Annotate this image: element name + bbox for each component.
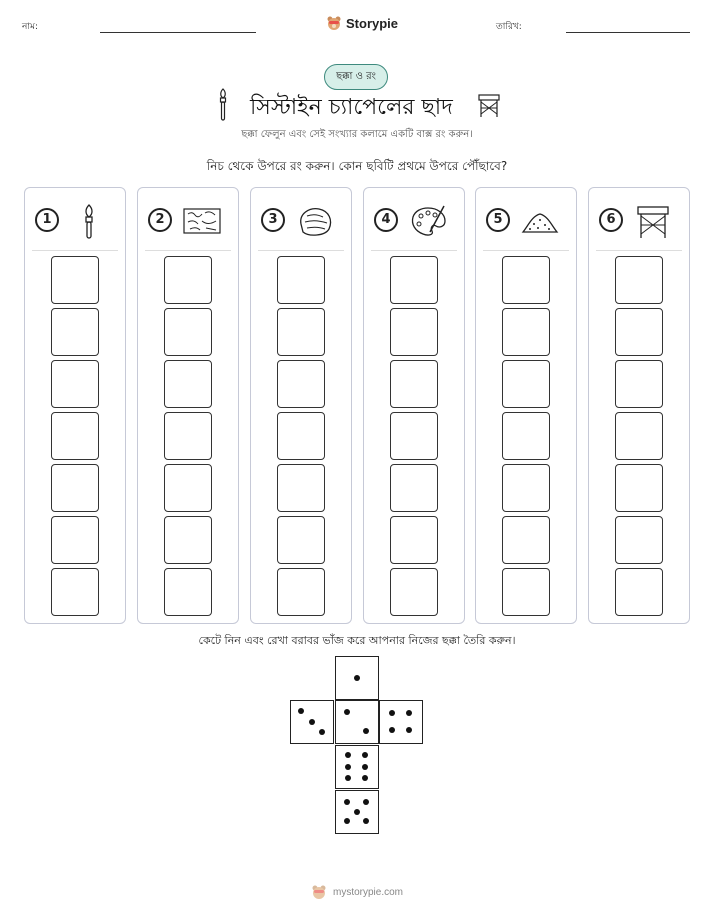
color-box[interactable] bbox=[390, 412, 438, 460]
color-box[interactable] bbox=[164, 464, 212, 512]
color-box[interactable] bbox=[615, 256, 663, 304]
name-field[interactable] bbox=[100, 32, 256, 33]
color-box[interactable] bbox=[51, 568, 99, 616]
dice-pip bbox=[363, 799, 369, 805]
dice-pip bbox=[345, 775, 351, 781]
palette-icon bbox=[408, 202, 448, 240]
footer-url: mystorypie.com bbox=[332, 886, 403, 898]
dice-pip bbox=[354, 675, 360, 681]
plaster-stone-icon bbox=[295, 202, 335, 240]
color-box[interactable] bbox=[277, 516, 325, 564]
color-box[interactable] bbox=[390, 516, 438, 564]
ceiling-sketch-icon bbox=[182, 202, 222, 240]
color-box[interactable] bbox=[51, 308, 99, 356]
divider bbox=[145, 250, 231, 251]
dice-pip bbox=[362, 764, 368, 770]
dice-face-4 bbox=[379, 700, 423, 744]
column-number: 4 bbox=[374, 208, 398, 232]
pigment-pile-icon bbox=[520, 202, 560, 240]
column-number: 5 bbox=[486, 208, 510, 232]
paintbrush-icon bbox=[69, 202, 109, 240]
dice-pip bbox=[354, 809, 360, 815]
color-box[interactable] bbox=[502, 256, 550, 304]
bear-logo-icon bbox=[311, 884, 327, 900]
dice-pip bbox=[362, 752, 368, 758]
color-box[interactable] bbox=[390, 568, 438, 616]
color-box[interactable] bbox=[390, 360, 438, 408]
color-box[interactable] bbox=[277, 568, 325, 616]
color-box[interactable] bbox=[164, 568, 212, 616]
activity-badge: ছক্কা ও রং bbox=[324, 64, 388, 90]
cut-instruction: কেটে নিন এবং রেখা বরাবর ভাঁজ করে আপনার নিজের ছক্কা তৈরি করুন। bbox=[198, 634, 516, 647]
color-box[interactable] bbox=[51, 412, 99, 460]
color-box[interactable] bbox=[164, 360, 212, 408]
column-1 bbox=[24, 187, 126, 624]
column-5 bbox=[475, 187, 577, 624]
page-header bbox=[0, 14, 714, 38]
dice-pip bbox=[389, 727, 395, 733]
paintbrush-icon bbox=[216, 88, 230, 122]
dice-pip bbox=[309, 719, 315, 725]
instruction: নিচ থেকে উপরে রং করুন। কোন ছবিটি প্রথমে উপরে পৌঁছাবে? bbox=[206, 159, 508, 173]
dice-pip bbox=[362, 775, 368, 781]
dice-pip bbox=[319, 729, 325, 735]
date-label: তারিখ: bbox=[496, 22, 522, 32]
brand-logo bbox=[326, 15, 398, 31]
color-box[interactable] bbox=[615, 308, 663, 356]
dice-pip bbox=[406, 727, 412, 733]
dice-pip bbox=[363, 818, 369, 824]
column-3 bbox=[250, 187, 352, 624]
color-box[interactable] bbox=[502, 412, 550, 460]
divider bbox=[483, 250, 569, 251]
dice-pip bbox=[344, 818, 350, 824]
divider bbox=[258, 250, 344, 251]
color-box[interactable] bbox=[615, 516, 663, 564]
date-field[interactable] bbox=[566, 32, 690, 33]
column-number: 2 bbox=[148, 208, 172, 232]
color-box[interactable] bbox=[390, 308, 438, 356]
color-box[interactable] bbox=[277, 360, 325, 408]
dice-pip bbox=[406, 710, 412, 716]
color-box[interactable] bbox=[502, 464, 550, 512]
scaffold-icon bbox=[476, 92, 502, 118]
dice-pip bbox=[345, 764, 351, 770]
color-box[interactable] bbox=[164, 412, 212, 460]
color-box[interactable] bbox=[390, 256, 438, 304]
column-2 bbox=[137, 187, 239, 624]
page-title: সিস্টাইন চ্যাপেলের ছাদ bbox=[250, 95, 453, 120]
column-number: 1 bbox=[35, 208, 59, 232]
color-box[interactable] bbox=[615, 464, 663, 512]
divider bbox=[596, 250, 682, 251]
dice-pip bbox=[389, 710, 395, 716]
color-box[interactable] bbox=[502, 568, 550, 616]
divider bbox=[32, 250, 118, 251]
color-box[interactable] bbox=[277, 412, 325, 460]
color-box[interactable] bbox=[502, 360, 550, 408]
color-box[interactable] bbox=[51, 360, 99, 408]
color-box[interactable] bbox=[615, 360, 663, 408]
color-box[interactable] bbox=[390, 464, 438, 512]
color-box[interactable] bbox=[51, 464, 99, 512]
column-number: 6 bbox=[599, 208, 623, 232]
title-row bbox=[0, 88, 714, 124]
color-box[interactable] bbox=[277, 256, 325, 304]
footer bbox=[0, 884, 714, 900]
dice-face-6 bbox=[335, 745, 379, 789]
color-box[interactable] bbox=[615, 568, 663, 616]
dice-pip bbox=[344, 799, 350, 805]
color-box[interactable] bbox=[164, 516, 212, 564]
dice-face-2 bbox=[335, 700, 379, 744]
dice-pip bbox=[344, 709, 350, 715]
color-box[interactable] bbox=[51, 516, 99, 564]
dice-face-5 bbox=[335, 790, 379, 834]
color-box[interactable] bbox=[51, 256, 99, 304]
subtitle: ছক্কা ফেলুন এবং সেই সংখ্যার কলামে একটি বাক্স রং করুন। bbox=[241, 129, 473, 140]
color-box[interactable] bbox=[277, 464, 325, 512]
color-box[interactable] bbox=[502, 516, 550, 564]
color-box[interactable] bbox=[164, 256, 212, 304]
bear-logo-icon bbox=[326, 15, 342, 31]
name-label: নাম: bbox=[22, 22, 39, 32]
dice-face-3 bbox=[290, 700, 334, 744]
scaffold-icon bbox=[633, 202, 673, 240]
color-box[interactable] bbox=[277, 308, 325, 356]
color-box[interactable] bbox=[502, 308, 550, 356]
color-box[interactable] bbox=[615, 412, 663, 460]
brand-name: Storypie bbox=[346, 15, 399, 31]
column-6 bbox=[588, 187, 690, 624]
dice-pip bbox=[298, 708, 304, 714]
column-number: 3 bbox=[261, 208, 285, 232]
dice-pip bbox=[345, 752, 351, 758]
color-box[interactable] bbox=[164, 308, 212, 356]
dice-face-1 bbox=[335, 656, 379, 700]
dice-pip bbox=[363, 728, 369, 734]
column-4 bbox=[363, 187, 465, 624]
divider bbox=[371, 250, 457, 251]
